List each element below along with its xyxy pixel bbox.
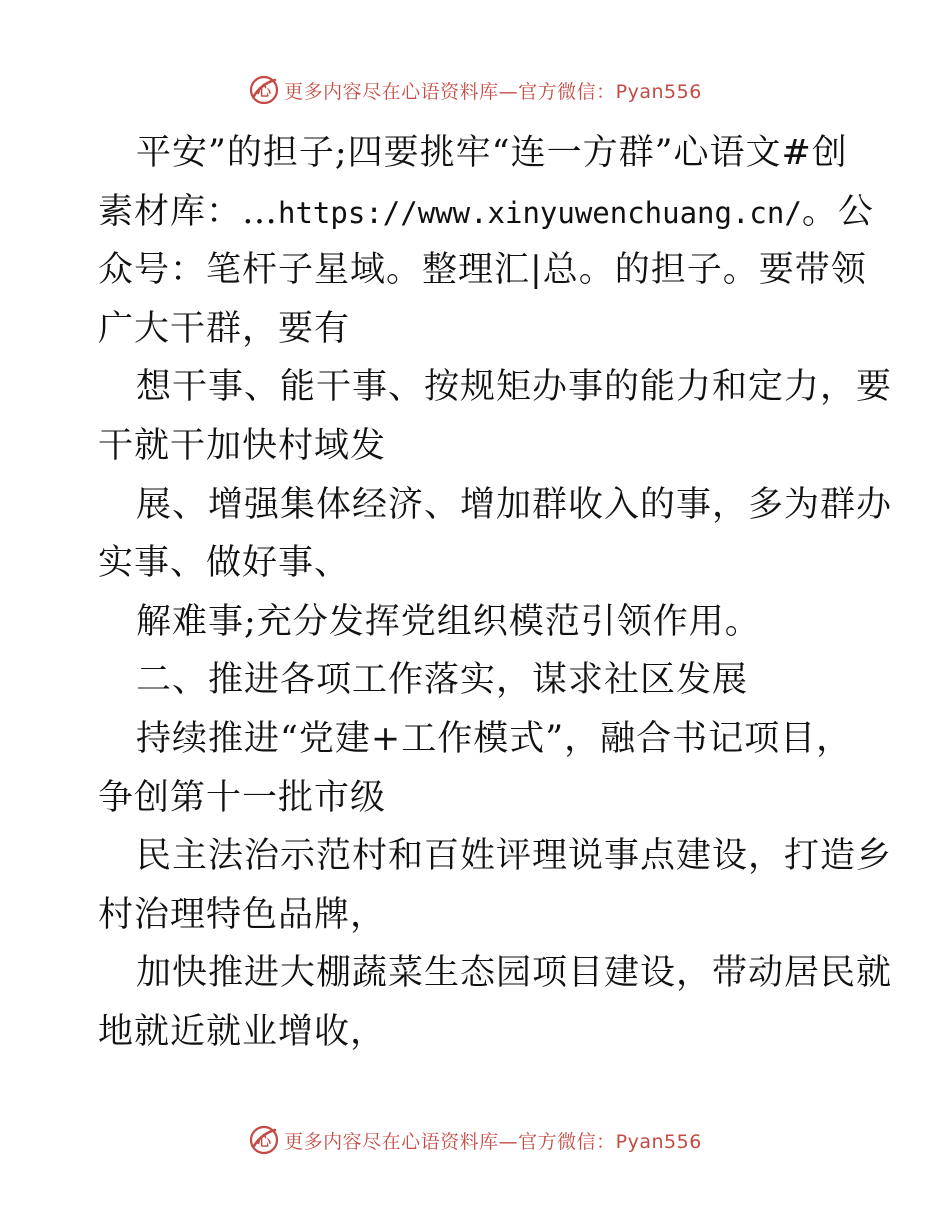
- body-text: 素材库：…: [98, 191, 279, 232]
- svg-text:心: 心: [257, 84, 272, 100]
- body-line: 争创第十一批市级: [98, 777, 387, 818]
- body-line: 平安”的担子;四要挑牢“连一方群”心语文#创: [136, 133, 848, 173]
- header-watermark: [0, 70, 950, 110]
- body-line: 地就近就业增收，: [98, 1011, 387, 1052]
- header-watermark-text: 更多内容尽在心语资料库—官方微信：Pyan556: [284, 80, 702, 103]
- xinyu-logo-icon: [248, 74, 280, 106]
- document-body: [98, 124, 893, 1062]
- body-line: 广大干群，要有: [98, 308, 351, 349]
- body-line: 村治理特色品牌，: [98, 894, 387, 935]
- body-line: 加快推进大棚蔬菜生态园项目建设，带动居民就: [136, 953, 893, 994]
- body-line: 展、增强集体经济、增加群收入的事，多为群办: [136, 484, 893, 525]
- section-heading: 二、推进各项工作落实，谋求社区发展: [136, 660, 749, 701]
- body-line: 民主法治示范村和百姓评理说事点建设，打造乡: [136, 836, 893, 877]
- body-line: 干就干加快村域发: [98, 425, 387, 466]
- svg-text:心: 心: [257, 1134, 272, 1150]
- body-line: 实事、做好事、: [98, 543, 351, 584]
- footer-watermark: [0, 1120, 950, 1160]
- footer-watermark-text: 更多内容尽在心语资料库—官方微信：Pyan556: [284, 1130, 702, 1153]
- body-line-with-link: [98, 183, 874, 242]
- body-line: 解难事;充分发挥党组织模范引领作用。: [136, 601, 761, 642]
- body-text: 。公: [801, 191, 874, 232]
- website-link[interactable]: https://www.xinyuwenchuang.cn/: [278, 195, 802, 230]
- body-line: 想干事、能干事、按规矩办事的能力和定力，要: [136, 367, 893, 408]
- xinyu-logo-icon: [248, 1124, 280, 1156]
- body-line: 持续推进“党建+工作模式”，融合书记项目，: [136, 718, 853, 759]
- body-line: 众号：笔杆子星域。整理汇|总。的担子。要带领: [98, 250, 867, 291]
